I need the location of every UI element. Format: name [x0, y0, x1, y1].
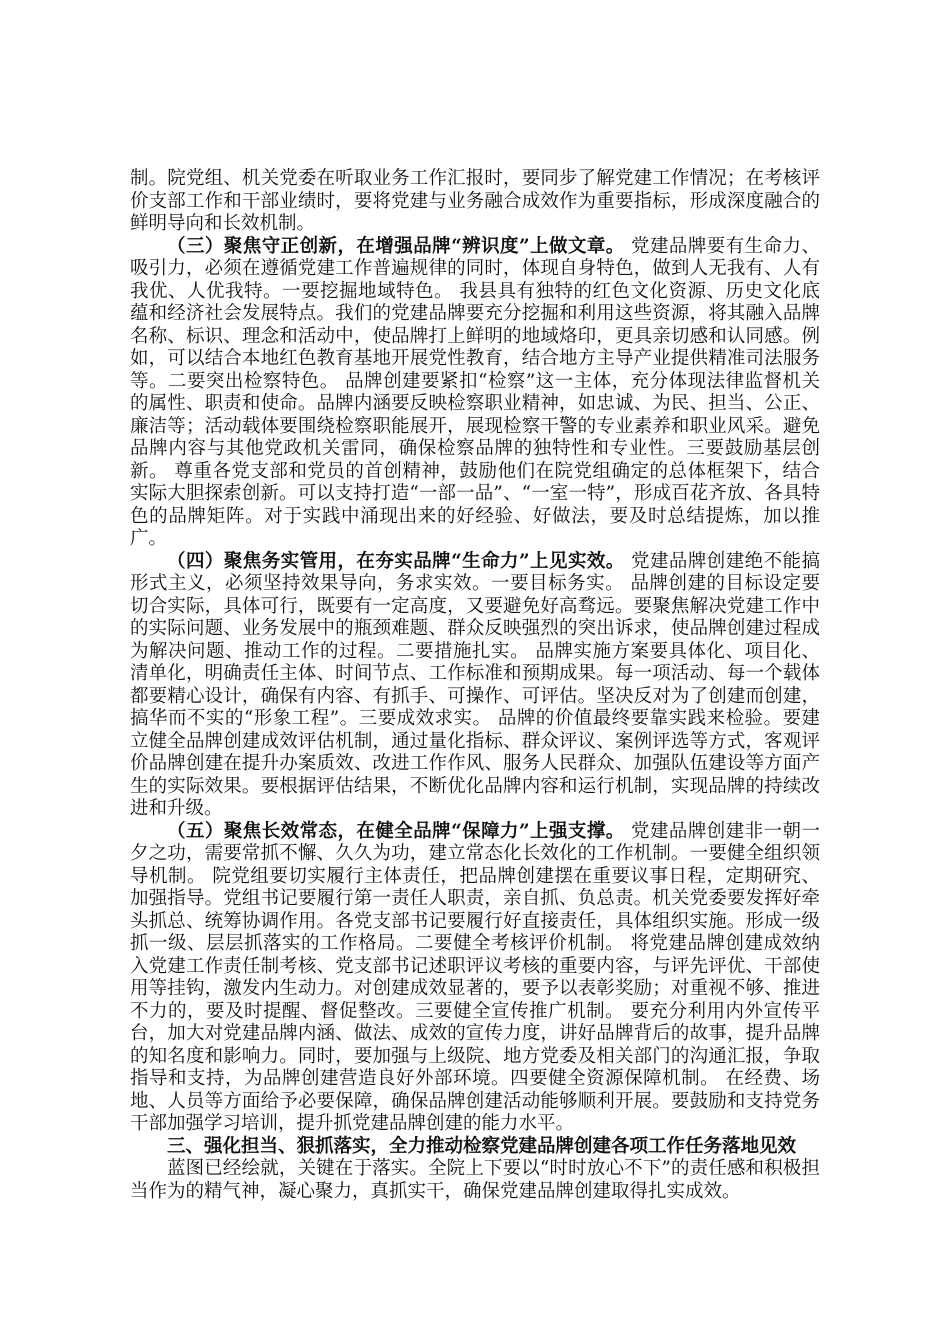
paragraph-item-4 [130, 551, 820, 821]
section-heading: 三、强化担当、狠抓落实，全力推动检察党建品牌创建各项工作任务落地见效 [167, 1135, 797, 1157]
paragraph-lead: （五）聚焦长效常态，在健全品牌“保障力”上强支撑。 [167, 820, 625, 842]
paragraph-text: 党建品牌创建非一朝一夕之功，需要常抓不懈、久久为功，建立常态化长效化的工作机制。一要健全组织领导机制。 院党组要切实履行主体责任，把品牌创建摆在重要议事日程，定期研究、加强指导。党组书记要履行第一责任人职责，亲自抓、负总责。机关党委要发挥好牵头抓总、统筹协调作用。各党支部书记要履行好直接责任，具体组织实施。形成一级抓一级、层层抓落实的工作格局。二要健全考核评价机制。 将党建品牌创建成效纳入党建工作责任制考核、党支部书记述职评议考核的重要内容，与评先评优、干部使用等挂钩，激发内生动力。对创建成效显著的，要予以表彰奖励；对重视不够、推进不力的，要及时提醒、督促整改。三要健全宣传推广机制。 要充分利用内外宣传平台，加大对党建品牌内涵、做法、成效的宣传力度，讲好品牌背后的故事，提升品牌的知名度和影响力。同时，要加强与上级院、地方党委及相关部门的沟通汇报，争取指导和支持，为品牌创建营造良好外部环境。四要健全资源保障机制。 在经费、场地、人员等方面给予必要保障，确保品牌创建活动能够顺利开展。要鼓励和支持党务干部加强学习培训，提升抓党建品牌创建的能力水平。 [130, 820, 820, 1134]
closing-paragraph: 蓝图已经绘就，关键在于落实。全院上下要以“时时放心不下”的责任感和积极担当作为的精气神，凝心聚力，真抓实干，确保党建品牌创建取得扎实成效。 [130, 1158, 820, 1202]
paragraph-text: 制。院党组、机关党委在听取业务工作汇报时，要同步了解党建工作情况；在考核评价支部工作和干部业绩时，要将党建与业务融合成效作为重要指标，形成深度融合的鲜明导向和长效机制。 [130, 168, 820, 234]
paragraph-text: 党建品牌要有生命力、吸引力，必须在遵循党建工作普遍规律的同时，体现自身特色，做到人无我有、人有我优、人优我特。一要挖掘地域特色。 我县具有独特的红色文化资源、历史文化底蕴和经济社会发展特点。我们的党建品牌要充分挖掘和利用这些资源，将其融入品牌名称、标识、理念和活动中，使品牌打上鲜明的地域烙印，更具亲切感和认同感。例如，可以结合本地红色教育基地开展党性教育，结合地方主导产业提供精准司法服务等。二要突出检察特色。 品牌创建要紧扣“检察”这一主体，充分体现法律监督机关的属性、职责和使命。品牌内涵要反映检察职业精神，如忠诚、为民、担当、公正、廉洁等；活动载体要围绕检察职能展开，展现检察干警的专业素养和职业风采。避免品牌内容与其他党政机关雷同，确保检察品牌的独特性和专业性。三要鼓励基层创新。 尊重各党支部和党员的首创精神，鼓励他们在院党组确定的总体框架下，结合实际大胆探索创新。可以支持打造“一部一品”、“一室一特”，形成百花齐放、各具特色的品牌矩阵。对于实践中涌现出来的好经验、好做法，要及时总结提炼，加以推广。 [130, 235, 820, 549]
paragraph-lead: （三）聚焦守正创新，在增强品牌“辨识度”上做文章。 [167, 235, 625, 257]
paragraph-continuation [130, 168, 820, 236]
paragraph-item-3 [130, 236, 820, 551]
document-page [130, 168, 820, 1203]
paragraph-item-5 [130, 821, 820, 1136]
paragraph-text: 党建品牌创建绝不能搞形式主义，必须坚持效果导向，务求实效。一要目标务实。 品牌创建的目标设定要切合实际，具体可行，既要有一定高度，又要避免好高骛远。要聚焦解决党建工作中的实际问题、业务发展中的瓶颈难题、群众反映强烈的突出诉求，使品牌创建过程成为解决问题、推动工作的过程。二要措施扎实。 品牌实施方案要具体化、项目化、清单化，明确责任主体、时间节点、工作标准和预期成果。每一项活动、每一个载体都要精心设计，确保有内容、有抓手、可操作、可评估。坚决反对为了创建而创建，搞华而不实的“形象工程”。三要成效求实。 品牌的价值最终要靠实践来检验。要建立健全品牌创建成效评估机制，通过量化指标、群众评议、案例评选等方式，客观评价品牌创建在提升办案质效、改进工作作风、服务人民群众、加强队伍建设等方面产生的实际效果。要根据评估结果，不断优化品牌内容和运行机制，实现品牌的持续改进和升级。 [130, 550, 820, 819]
paragraph-lead: （四）聚焦务实管用，在夯实品牌“生命力”上见实效。 [167, 550, 625, 572]
